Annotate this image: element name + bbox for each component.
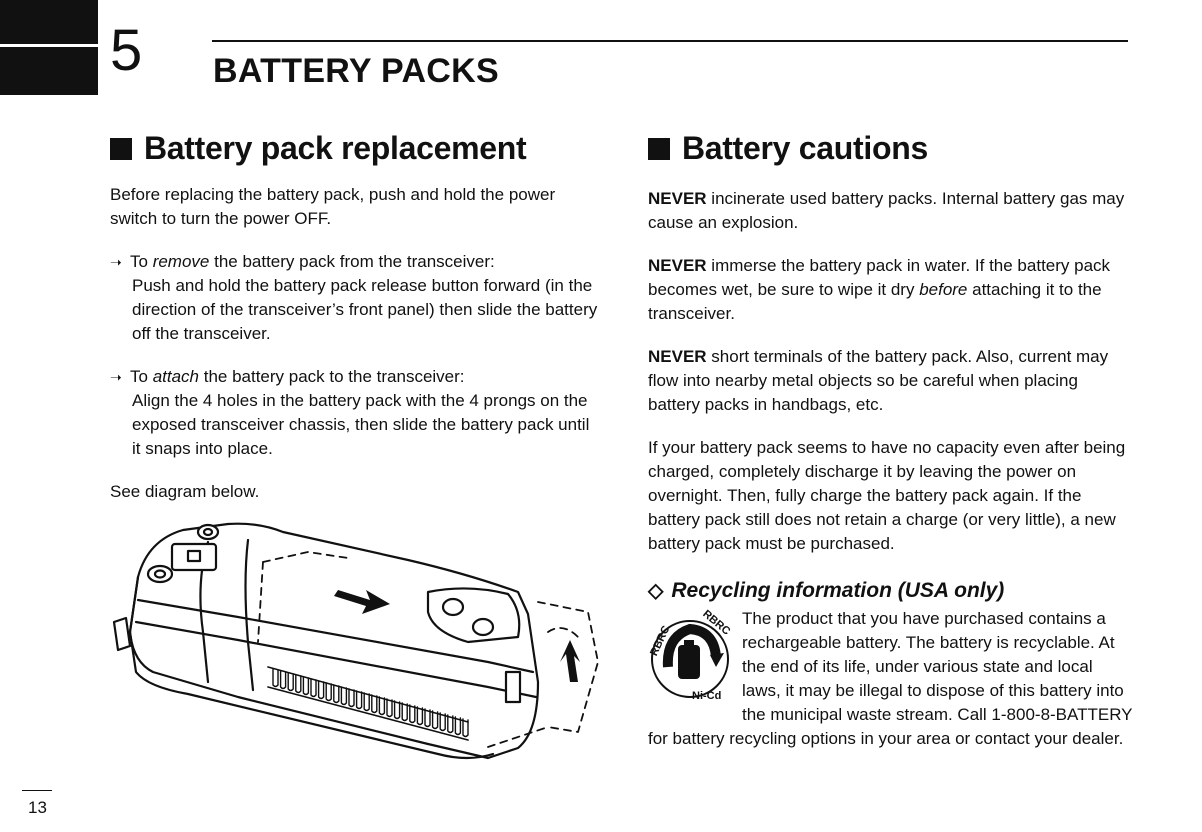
page-number: 13: [28, 798, 47, 817]
caution-text: attaching it to the transceiver.: [648, 280, 1102, 323]
caution-lead: NEVER: [648, 256, 707, 275]
caution-short: [648, 345, 1134, 417]
chapter-tab-notch: [0, 44, 98, 47]
chapter-tab: [0, 0, 98, 95]
section-title-text: Battery pack replacement: [144, 130, 527, 166]
right-column: [648, 130, 1134, 751]
square-bullet-icon: [110, 138, 132, 160]
see-diagram-text: See diagram below.: [110, 482, 260, 501]
arrow-bullet-icon: ➝: [110, 254, 122, 270]
remove-suffix: the battery pack from the transceiver:: [209, 252, 495, 271]
logo-text-rbrc-top: RBRC: [700, 608, 733, 638]
chapter-number: 5: [110, 18, 143, 83]
caution-text: immerse the battery pack in water. If the battery pack becomes wet, be sure to wipe it dry: [648, 256, 1111, 299]
section-title-text: Battery cautions: [682, 130, 928, 166]
attach-verb: attach: [152, 367, 199, 386]
caution-text: incinerate used battery packs. Internal battery gas may cause an explosion.: [648, 189, 1125, 232]
rbrc-recycling-logo: [644, 607, 736, 705]
recycling-title-text: Recycling information (USA only): [671, 578, 1005, 602]
remove-instruction: [110, 250, 600, 274]
attach-suffix: the battery pack to the transceiver:: [199, 367, 465, 386]
section-title-cautions: [648, 130, 1134, 167]
recycling-section: [648, 607, 1134, 751]
capacity-paragraph: If your battery pack seems to have no capacity even after being charged, completely discharge it by leaving the power on overnight. Then, fully charge the battery pack again. If the battery pack still does not retain a charge (or very little), a new battery pack must be purchased.: [648, 438, 1126, 553]
header-rule: [212, 40, 1128, 42]
intro-paragraph: Before replacing the battery pack, push and hold the power switch to turn the power OFF.: [110, 185, 556, 228]
arrow-bullet-icon: ➝: [110, 369, 122, 385]
recycling-text: The product that you have purchased contains a rechargeable battery. The battery is recyclable. At the end of its life, under various state and local laws, it may be illegal to dispose of this battery into the municipal waste stream. Call 1-800-8-BATTERY for battery recycling options in your area or contact your dealer.: [648, 609, 1133, 748]
recycling-title: [648, 578, 1134, 603]
chapter-title: BATTERY PACKS: [213, 52, 499, 90]
section-title-replacement: [110, 130, 600, 167]
logo-text-nicd: Ni-Cd: [692, 690, 722, 702]
attach-instruction: [110, 365, 600, 389]
caution-lead: NEVER: [648, 347, 707, 366]
page-number-rule: [22, 790, 52, 791]
remove-verb: remove: [152, 252, 210, 271]
caution-lead: NEVER: [648, 189, 707, 208]
square-bullet-icon: [648, 138, 670, 160]
diamond-icon: ◇: [648, 580, 664, 602]
attach-steps: Align the 4 holes in the battery pack with the 4 prongs on the exposed transceiver chassis, then slide the battery pack until it snaps into place.: [132, 391, 590, 458]
caution-incinerate: [648, 187, 1134, 235]
logo-text-rbrc-left: RBRC: [648, 624, 673, 658]
caution-immerse: [648, 254, 1134, 326]
battery-diagram-illustration: [108, 522, 606, 768]
left-column: [110, 130, 600, 504]
caution-emphasis: before: [919, 280, 968, 299]
remove-steps: Push and hold the battery pack release button forward (in the direction of the transceiver’s front panel) then slide the battery off the transceiver.: [132, 276, 598, 343]
attach-prefix: To: [130, 367, 153, 386]
remove-prefix: To: [130, 252, 153, 271]
caution-text: short terminals of the battery pack. Also, current may flow into nearby metal objects so be careful when placing battery packs in handbags, etc.: [648, 347, 1109, 414]
